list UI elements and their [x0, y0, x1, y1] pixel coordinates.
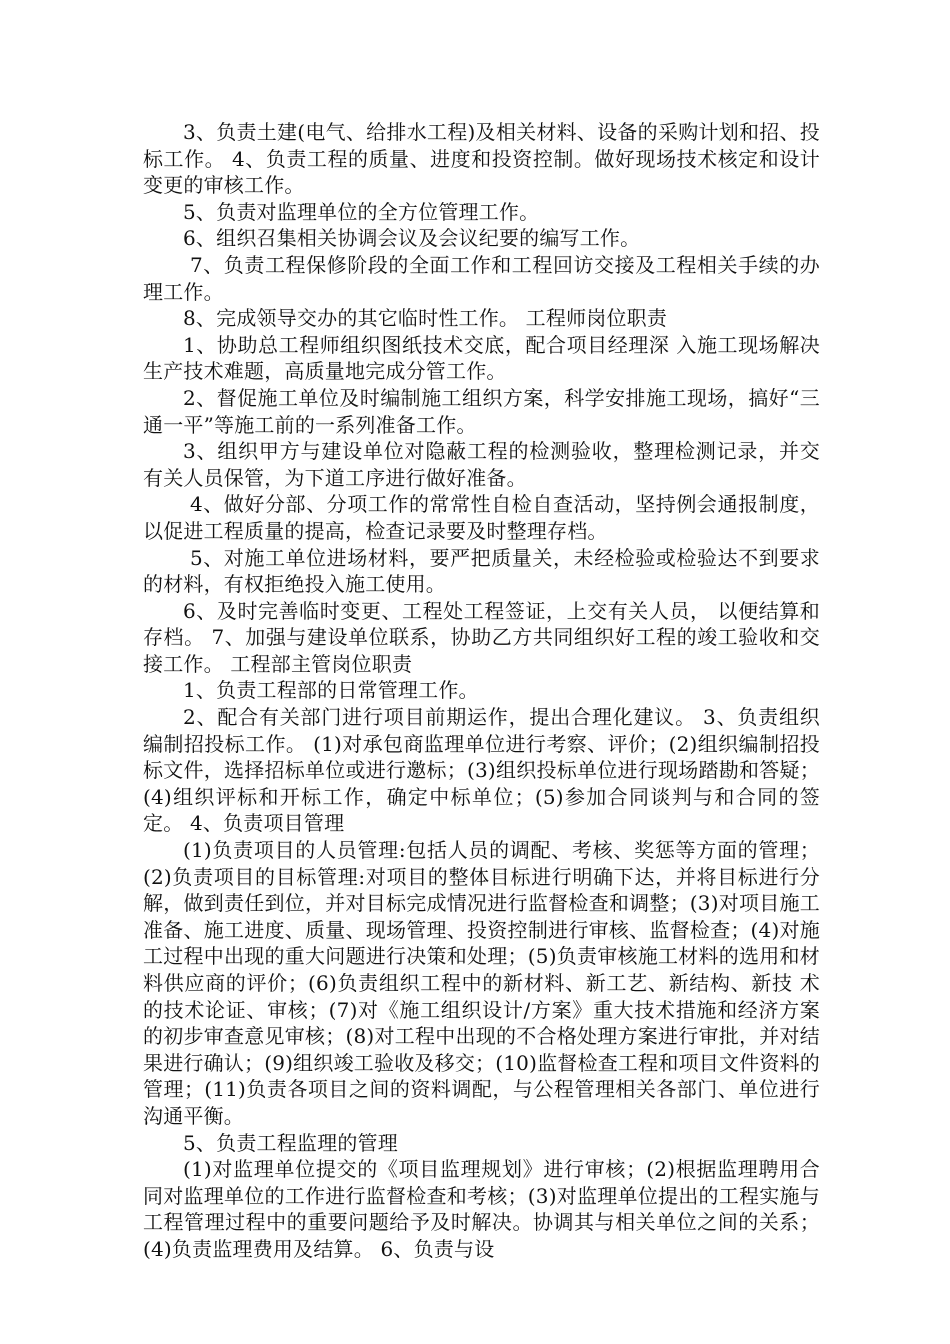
paragraph: 2、配合有关部门进行项目前期运作，提出合理化建议。 3、负责组织编制招投标工作。 (1)对承包商监理单位进行考察、评价；(2)组织编制招投标文件，选择招标单位或进行邀标；(3)组织投标单位进行现场踏勘和答疑；(4)组织评标和开标工作，确定中标单位；(5)参加合同谈判与和合同的签定。 4、负责项目管理 — [143, 705, 820, 836]
paragraph: 5、对施工单位进场材料，要严把质量关，未经检验或检验达不到要求的材料，有权拒绝投入施工使用。 — [143, 545, 820, 597]
paragraph: 4、做好分部、分项工作的常常性自检自查活动，坚持例会通报制度，以促进工程质量的提高，检查记录要及时整理存档。 — [143, 492, 820, 543]
paragraph: 6、及时完善临时变更、工程处工程签证，上交有关人员， 以便结算和存档。 7、加强与建设单位联系，协助乙方共同组织好工程的竣工验收和交接工作。 工程部主管岗位职责 — [143, 598, 820, 676]
paragraph: 8、完成领导交办的其它临时性工作。 工程师岗位职责 — [183, 306, 668, 331]
paragraph: (1)对监理单位提交的《项目监理规划》进行审核；(2)根据监理聘用合同对监理单位的工作进行监督检查和考核；(3)对监理单位提出的工程实施与工程管理过程中的重要问题给予及时解决。协调其与相关单位之间的关系；(4)负责监理费用及结算。 6、负责与设 — [143, 1157, 820, 1261]
paragraph: 5、负责工程监理的管理 — [183, 1130, 398, 1155]
document-body — [143, 119, 820, 1263]
paragraph: 5、负责对监理单位的全方位管理工作。 — [183, 199, 540, 224]
paragraph: (1)负责项目的人员管理:包括人员的调配、考核、奖惩等方面的管理；(2)负责项目的目标管理:对项目的整体目标进行明确下达，并将目标进行分解，做到责任到位，并对目标完成情况进行监督检查和调整；(3)对项目施工准备、施工进度、质量、现场管理、投资控制进行审核、监督检查；(4)对施工过程中出现的重大问题进行决策和处理；(5)负责审核施工材料的选用和材料供应商的评价；(6)负责组织工程中的新材料、新工艺、新结构、新技 术的技术论证、审核；(7)对《施工组织设计/方案》重大技术措施和经济方案的初步审查意见审核；(8)对工程中出现的不合格处理方案进行审批，并对结果进行确认；(9)组织竣工验收及移交；(10)监督检查工程和项目文件资料的管理；(11)负责各项目之间的资料调配，与公程管理相关各部门、单位进行沟通平衡。 — [143, 838, 820, 1128]
paragraph: 1、负责工程部的日常管理工作。 — [183, 678, 479, 703]
paragraph: 2、督促施工单位及时编制施工组织方案，科学安排施工现场，搞好“三通一平”等施工前的一系列准备工作。 — [143, 385, 820, 437]
paragraph: 1、协助总工程师组织图纸技术交底，配合项目经理深 入施工现场解决生产技术难题，高质量地完成分管工作。 — [143, 332, 820, 384]
paragraph: 3、组织甲方与建设单位对隐蔽工程的检测验收，整理检测记录，并交有关人员保管，为下道工序进行做好准备。 — [143, 439, 820, 490]
paragraph: 3、负责土建(电气、给排水工程)及相关材料、设备的采购计划和招、投标工作。 4、负责工程的质量、进度和投资控制。做好现场技术核定和设计变更的审核工作。 — [143, 120, 820, 198]
paragraph: 7、负责工程保修阶段的全面工作和工程回访交接及工程相关手续的办理工作。 — [143, 252, 820, 304]
paragraph: 6、组织召集相关协调会议及会议纪要的编写工作。 — [183, 226, 641, 251]
